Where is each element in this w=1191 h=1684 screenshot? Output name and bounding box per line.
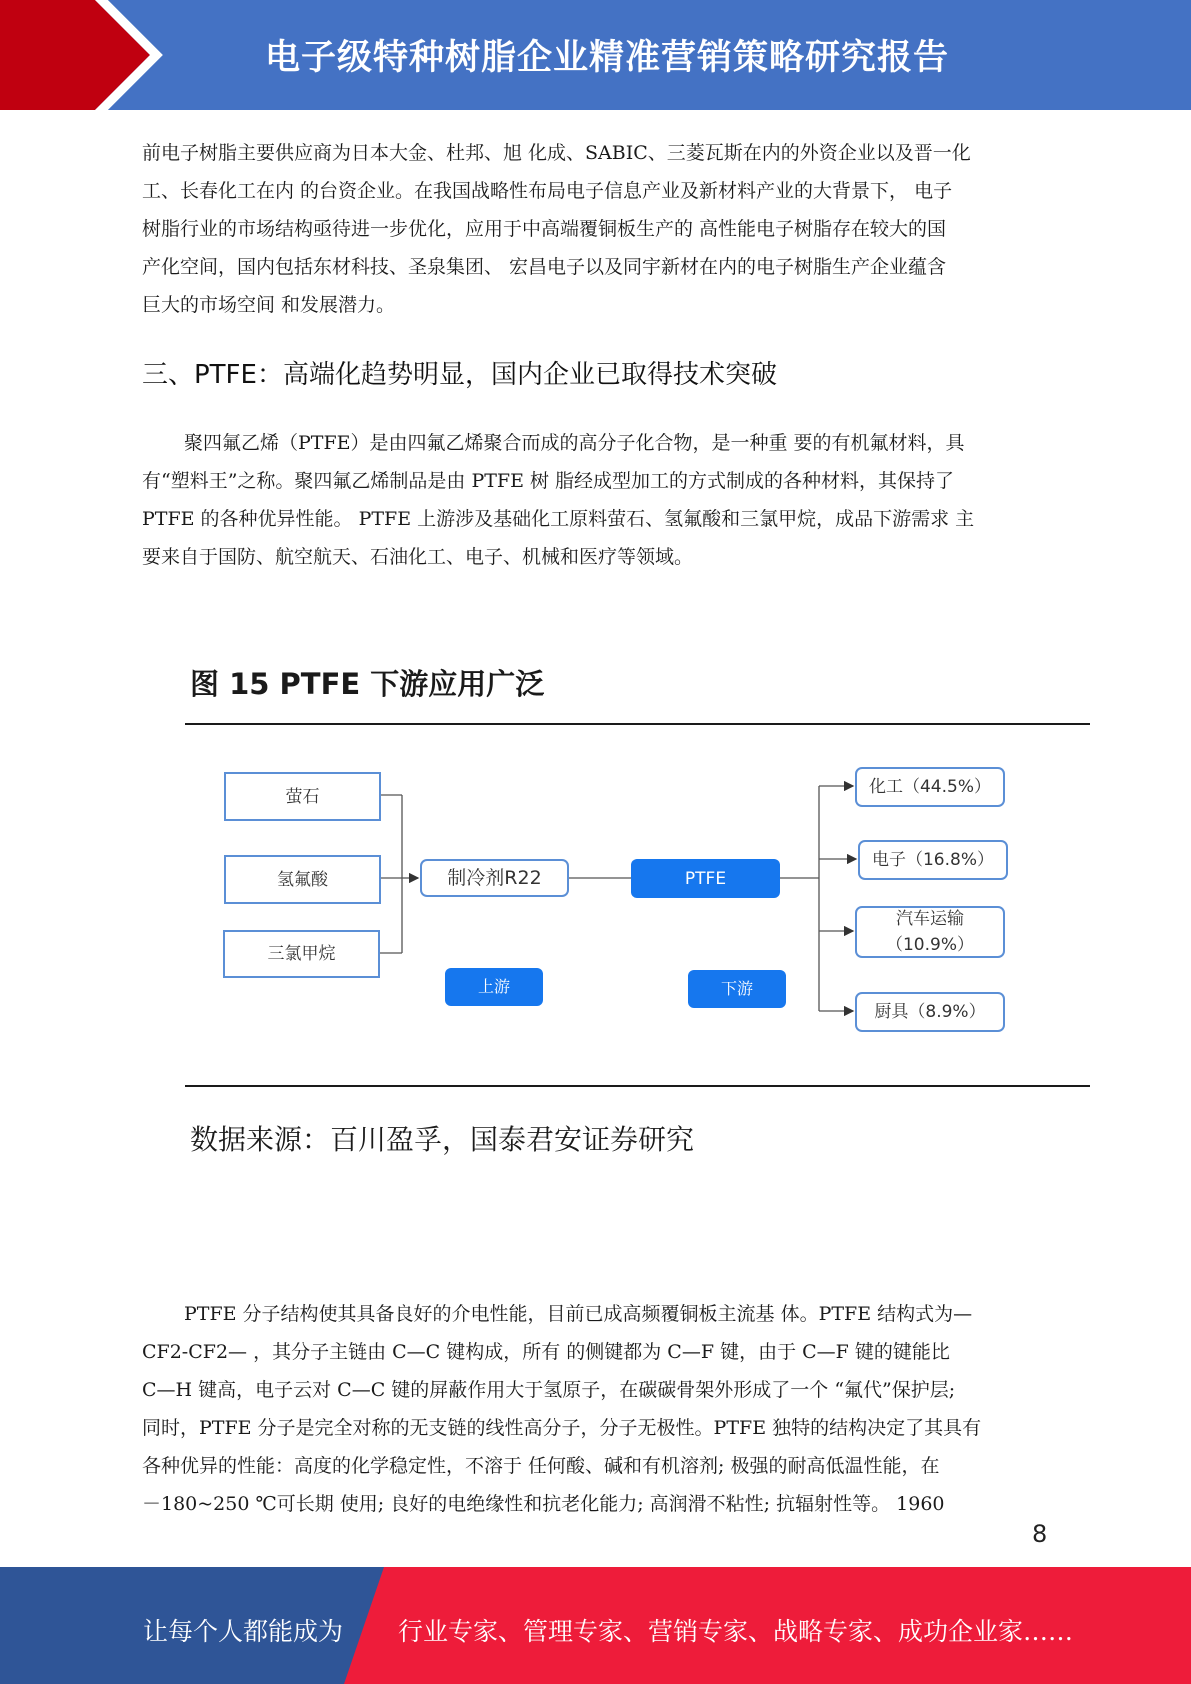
text-line: 前电子树脂主要供应商为日本大金、杜邦、旭 化成、SABIC、三菱瓦斯在内的外资企业以及晋一化 (142, 142, 971, 164)
text-line: －180~250 ℃可长期 使用; 良好的电绝缘性和抗老化能力; 高润滑不粘性; 抗辐射性等。 1960 (142, 1493, 945, 1515)
header-arrow-decoration (0, 0, 170, 110)
product-box-ptfe: PTFE (631, 859, 780, 898)
intermediate-box-r22: 制冷剂R22 (420, 859, 569, 897)
figure-title: 图 15 PTFE 下游应用广泛 (190, 667, 545, 701)
output-label: 汽车运输 (896, 909, 964, 929)
text-line: 各种优异的性能：高度的化学稳定性，不溶于 任何酸、碱和有机溶剂; 极强的耐高低温性能，在 (142, 1455, 940, 1477)
figure-source: 数据来源：百川盈孚，国泰君安证券研究 (190, 1123, 695, 1156)
input-box-hydrofluoric-acid: 氢氟酸 (224, 855, 381, 904)
output-box-automotive (855, 906, 1005, 958)
text-line: 产化空间，国内包括东材科技、圣泉集团、 宏昌电子以及同宇新材在内的电子树脂生产企业蕴含 (142, 256, 947, 278)
flow-diagram (185, 725, 1090, 1085)
output-box-kitchenware: 厨具（8.9%） (855, 992, 1005, 1032)
text-line: 同时，PTFE 分子是完全对称的无支链的线性高分子，分子无极性。PTFE 独特的结构决定了其具有 (142, 1417, 982, 1439)
header-title: 电子级特种树脂企业精准营销策略研究报告 (265, 38, 950, 78)
text-line: 巨大的市场空间 和发展潜力。 (142, 294, 396, 316)
section-heading: 三、PTFE：高端化趋势明显，国内企业已取得技术突破 (142, 360, 777, 390)
text-line: 树脂行业的市场结构亟待进一步优化，应用于中高端覆铜板生产的 高性能电子树脂存在较大的国 (142, 218, 947, 240)
body-paragraph-2 (142, 424, 1052, 576)
text-line: 聚四氟乙烯（PTFE）是由四氟乙烯聚合而成的高分子化合物，是一种重 要的有机氟材料，具 (184, 432, 965, 454)
figure-ptfe-downstream (185, 660, 1090, 1160)
input-box-fluorite: 萤石 (224, 772, 381, 821)
upstream-label: 上游 (445, 968, 543, 1006)
text-line: C—H 键高，电子云对 C—C 键的屏蔽作用大于氢原子，在碳碳骨架外形成了一个 “氟代”保护层; (142, 1379, 956, 1401)
text-line: 有“塑料王”之称。聚四氟乙烯制品是由 PTFE 树 脂经成型加工的方式制成的各种材料，其保持了 (142, 470, 955, 492)
text-line: 工、长春化工在内 的台资企业。在我国战略性布局电子信息产业及新材料产业的大背景下， 电子 (142, 180, 953, 202)
downstream-label: 下游 (688, 970, 786, 1008)
body-paragraph-3 (142, 1295, 1052, 1523)
text-line: PTFE 的各种优异性能。 PTFE 上游涉及基础化工原料萤石、氢氟酸和三氯甲烷，成品下游需求 主 (142, 508, 975, 530)
input-box-chloroform: 三氯甲烷 (223, 930, 380, 978)
page-header (0, 0, 1191, 110)
body-paragraph-1 (142, 134, 1052, 324)
text-line: PTFE 分子结构使其具备良好的介电性能，目前已成高频覆铜板主流基 体。PTFE 结构式为— (184, 1303, 973, 1325)
output-box-chemical: 化工（44.5%） (855, 767, 1005, 807)
output-share: （10.9%） (885, 935, 974, 955)
figure-bottom-rule (185, 1085, 1090, 1087)
text-line: CF2-CF2— ，其分子主链由 C—C 键构成，所有 的侧键都为 C—F 键，由于 C—F 键的键能比 (142, 1341, 950, 1363)
page-number: 8 (1032, 1520, 1048, 1548)
footer-slogan-right: 行业专家、管理专家、营销专家、战略专家、成功企业家…… (398, 1617, 1074, 1646)
output-box-electronics: 电子（16.8%） (858, 840, 1008, 880)
text-line: 要来自于国防、航空航天、石油化工、电子、机械和医疗等领域。 (142, 546, 694, 568)
footer-slogan-left: 让每个人都能成为 (143, 1617, 344, 1646)
